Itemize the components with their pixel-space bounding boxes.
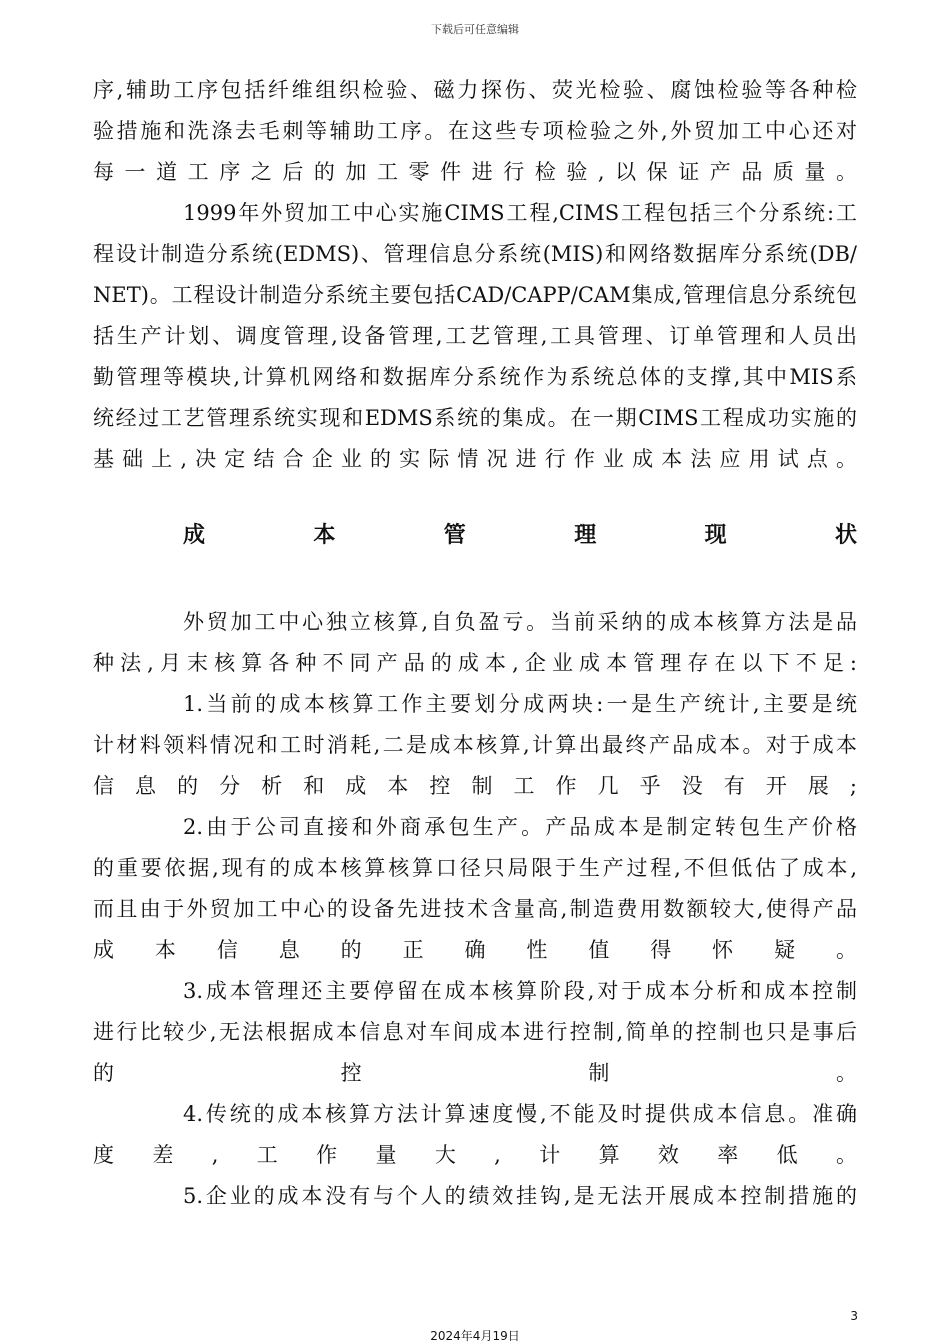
text-line: 的控制。	[93, 1061, 857, 1085]
document-body	[93, 70, 857, 1217]
text-line: 外贸加工中心独立核算,自负盈亏。当前采纳的成本核算方法是品	[183, 610, 857, 634]
text-line: 的重要依据,现有的成本核算核算口径只局限于生产过程,不但低估了成本,	[93, 856, 857, 880]
text-line: 而且由于外贸加工中心的设备先进技术含量高,制造费用数额较大,使得产品	[93, 897, 857, 921]
text-line: 度差,工作量大,计算效率低。	[93, 1143, 857, 1167]
text-line: 括生产计划、调度管理,设备管理,工艺管理,工具管理、订单管理和人员出	[93, 324, 857, 348]
text-line: 2.由于公司直接和外商承包生产。产品成本是制定转包生产价格	[183, 815, 857, 839]
list-item	[93, 807, 857, 971]
footer-date: 2024年4月19日	[430, 1329, 520, 1343]
list-item	[93, 684, 857, 807]
section-heading: 成本管理现状	[183, 523, 857, 548]
text-line: 5.企业的成本没有与个人的绩效挂钩,是无法开展成本控制措施的	[183, 1184, 857, 1208]
text-line: 1.当前的成本核算工作主要划分成两块:一是生产统计,主要是统	[183, 692, 857, 716]
text-line: 信息的分析和成本控制工作几乎没有开展;	[93, 774, 857, 798]
text-line: 程设计制造分系统(EDMS)、管理信息分系统(MIS)和网络数据库分系统(DB/	[93, 242, 857, 266]
text-line: 序,辅助工序包括纤维组织检验、磁力探伤、荧光检验、腐蚀检验等各种检	[93, 78, 857, 102]
text-line: 种法,月末核算各种不同产品的成本,企业成本管理存在以下不足:	[93, 651, 857, 675]
list-item	[93, 1094, 857, 1176]
text-line: 每一道工序之后的加工零件进行检验,以保证产品质量。	[93, 160, 857, 184]
page-number: 3	[850, 1309, 858, 1323]
text-line: 计材料领料情况和工时消耗,二是成本核算,计算出最终产品成本。对于成本	[93, 733, 857, 757]
text-line: 4.传统的成本核算方法计算速度慢,不能及时提供成本信息。准确	[183, 1102, 857, 1126]
text-line: 统经过工艺管理系统实现和EDMS系统的集成。在一期CIMS工程成功实施的	[93, 406, 857, 430]
list-item	[93, 971, 857, 1094]
text-line: 1999年外贸加工中心实施CIMS工程,CIMS工程包括三个分系统:工	[183, 201, 857, 225]
page-header: 下载后可任意编辑	[431, 23, 519, 36]
text-line: 3.成本管理还主要停留在成本核算阶段,对于成本分析和成本控制	[183, 979, 857, 1003]
spacer	[93, 480, 857, 514]
text-line: 成本信息的正确性值得怀疑。	[93, 938, 857, 962]
paragraph	[93, 70, 857, 193]
text-line: 基础上,决定结合企业的实际情况进行作业成本法应用试点。	[93, 447, 857, 471]
paragraph	[93, 193, 857, 480]
spacer	[93, 558, 857, 602]
text-line: NET)。工程设计制造分系统主要包括CAD/CAPP/CAM集成,管理信息分系统包	[93, 283, 857, 307]
text-line: 验措施和洗涤去毛刺等辅助工序。在这些专项检验之外,外贸加工中心还对	[93, 119, 857, 143]
paragraph	[93, 602, 857, 684]
text-line: 勤管理等模块,计算机网络和数据库分系统作为系统总体的支撑,其中MIS系	[93, 365, 857, 389]
list-item	[93, 1176, 857, 1217]
text-line: 进行比较少,无法根据成本信息对车间成本进行控制,简单的控制也只是事后	[93, 1020, 857, 1044]
